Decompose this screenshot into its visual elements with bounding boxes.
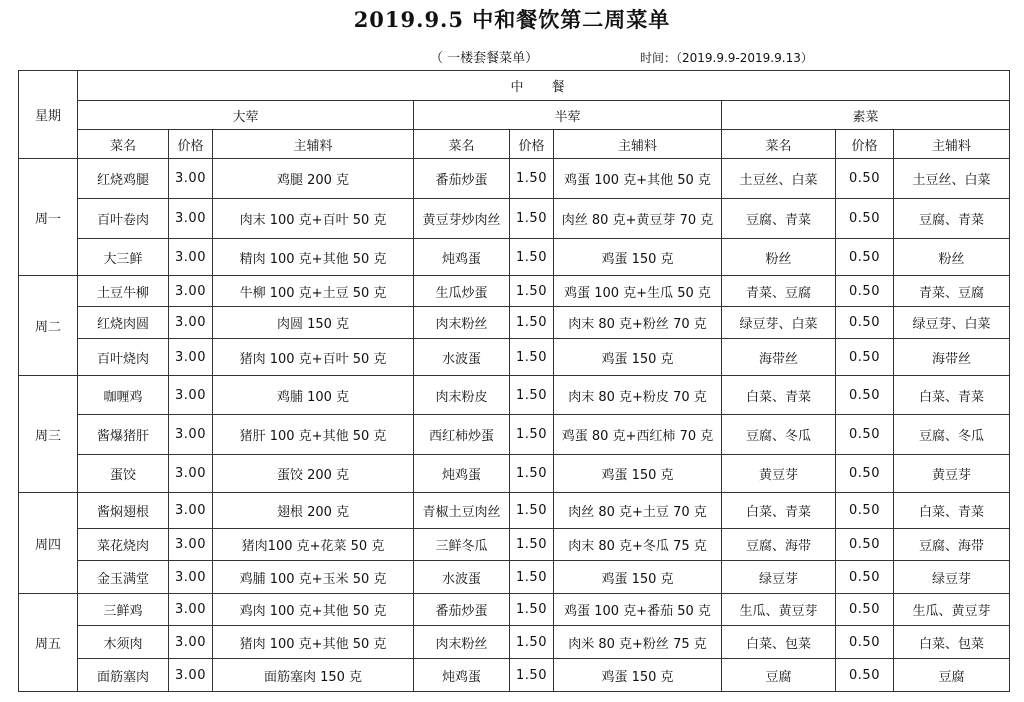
dish-ingredients: 豆腐、海带 [894, 529, 1010, 561]
dish-ingredients: 猪肉 100 克+其他 50 克 [213, 626, 414, 659]
dish-price: 1.50 [510, 626, 554, 659]
day-label: 周三 [19, 376, 78, 493]
dish-ingredients: 鸡蛋 150 克 [554, 561, 722, 594]
menu-period: 时间：（2019.9.9-2019.9.13） [640, 51, 813, 65]
dish-price: 1.50 [510, 307, 554, 339]
table-row [19, 455, 1010, 493]
dish-ingredients: 猪肝 100 克+其他 50 克 [213, 415, 414, 455]
dish-name: 生瓜、黄豆芽 [722, 594, 836, 626]
dish-ingredients: 肉米 80 克+粉丝 75 克 [554, 626, 722, 659]
dish-ingredients: 土豆丝、白菜 [894, 159, 1010, 199]
table-row [19, 159, 1010, 199]
dish-price: 0.50 [836, 307, 894, 339]
day-label: 周一 [19, 159, 78, 276]
dish-ingredients: 白菜、青菜 [894, 493, 1010, 529]
dish-price: 3.00 [169, 659, 213, 692]
dish-name: 绿豆芽、白菜 [722, 307, 836, 339]
dish-ingredients: 鸡脯 100 克+玉米 50 克 [213, 561, 414, 594]
dish-price: 1.50 [510, 493, 554, 529]
dish-name: 三鲜冬瓜 [414, 529, 510, 561]
dish-name: 红烧鸡腿 [78, 159, 169, 199]
group-header-vegetable: 素菜 [722, 101, 1010, 130]
dish-ingredients: 绿豆芽、白菜 [894, 307, 1010, 339]
dish-name: 酱焖翅根 [78, 493, 169, 529]
dish-price: 0.50 [836, 239, 894, 276]
dish-name: 豆腐、冬瓜 [722, 415, 836, 455]
dish-name: 咖喱鸡 [78, 376, 169, 415]
column-header: 价格 [836, 130, 894, 159]
dish-ingredients: 绿豆芽 [894, 561, 1010, 594]
dish-ingredients: 白菜、青菜 [894, 376, 1010, 415]
dish-price: 1.50 [510, 159, 554, 199]
dish-name: 红烧肉圆 [78, 307, 169, 339]
dish-price: 3.00 [169, 376, 213, 415]
column-header: 主辅料 [554, 130, 722, 159]
dish-ingredients: 鸡脯 100 克 [213, 376, 414, 415]
table-row [19, 239, 1010, 276]
dish-ingredients: 猪肉100 克+花菜 50 克 [213, 529, 414, 561]
dish-name: 西红柿炒蛋 [414, 415, 510, 455]
dish-ingredients: 海带丝 [894, 339, 1010, 376]
dish-ingredients: 鸡腿 200 克 [213, 159, 414, 199]
column-header: 菜名 [414, 130, 510, 159]
dish-price: 0.50 [836, 199, 894, 239]
dish-ingredients: 肉圆 150 克 [213, 307, 414, 339]
dish-ingredients: 蛋饺 200 克 [213, 455, 414, 493]
dish-name: 大三鲜 [78, 239, 169, 276]
dish-price: 3.00 [169, 493, 213, 529]
dish-price: 0.50 [836, 276, 894, 307]
table-row [19, 307, 1010, 339]
dish-ingredients: 鸡蛋 100 克+生瓜 50 克 [554, 276, 722, 307]
dish-price: 1.50 [510, 199, 554, 239]
dish-price: 0.50 [836, 415, 894, 455]
dish-price: 0.50 [836, 339, 894, 376]
dish-price: 3.00 [169, 159, 213, 199]
dish-ingredients: 鸡蛋 150 克 [554, 239, 722, 276]
dish-price: 3.00 [169, 199, 213, 239]
dish-price: 3.00 [169, 455, 213, 493]
dish-ingredients: 青菜、豆腐 [894, 276, 1010, 307]
dish-ingredients: 精肉 100 克+其他 50 克 [213, 239, 414, 276]
dish-price: 1.50 [510, 561, 554, 594]
dish-ingredients: 肉丝 80 克+土豆 70 克 [554, 493, 722, 529]
dish-name: 番茄炒蛋 [414, 159, 510, 199]
dish-price: 1.50 [510, 659, 554, 692]
dish-name: 土豆牛柳 [78, 276, 169, 307]
dish-name: 番茄炒蛋 [414, 594, 510, 626]
dish-ingredients: 豆腐 [894, 659, 1010, 692]
table-row [19, 276, 1010, 307]
dish-name: 黄豆芽 [722, 455, 836, 493]
dish-ingredients: 面筋塞肉 150 克 [213, 659, 414, 692]
dish-ingredients: 鸡蛋 150 克 [554, 659, 722, 692]
dish-price: 0.50 [836, 529, 894, 561]
table-row [19, 594, 1010, 626]
dish-ingredients: 牛柳 100 克+土豆 50 克 [213, 276, 414, 307]
dish-name: 三鲜鸡 [78, 594, 169, 626]
table-row [19, 199, 1010, 239]
dish-name: 豆腐、青菜 [722, 199, 836, 239]
day-label: 周五 [19, 594, 78, 692]
dish-name: 豆腐 [722, 659, 836, 692]
dish-ingredients: 粉丝 [894, 239, 1010, 276]
dish-ingredients: 肉末 80 克+粉丝 70 克 [554, 307, 722, 339]
dish-price: 3.00 [169, 276, 213, 307]
dish-name: 白菜、青菜 [722, 493, 836, 529]
dish-name: 蛋饺 [78, 455, 169, 493]
day-label: 周四 [19, 493, 78, 594]
dish-price: 1.50 [510, 276, 554, 307]
dish-name: 炖鸡蛋 [414, 239, 510, 276]
table-row [19, 626, 1010, 659]
column-header: 菜名 [78, 130, 169, 159]
dish-price: 0.50 [836, 493, 894, 529]
dish-ingredients: 鸡肉 100 克+其他 50 克 [213, 594, 414, 626]
dish-price: 0.50 [836, 455, 894, 493]
dish-name: 菜花烧肉 [78, 529, 169, 561]
dish-price: 1.50 [510, 415, 554, 455]
dish-name: 金玉满堂 [78, 561, 169, 594]
dish-ingredients: 鸡蛋 150 克 [554, 339, 722, 376]
meal-header: 中 餐 [78, 71, 1010, 101]
table-row [19, 659, 1010, 692]
dish-name: 青菜、豆腐 [722, 276, 836, 307]
column-header: 主辅料 [213, 130, 414, 159]
dish-name: 海带丝 [722, 339, 836, 376]
dish-name: 黄豆芽炒肉丝 [414, 199, 510, 239]
dish-name: 粉丝 [722, 239, 836, 276]
dish-price: 1.50 [510, 339, 554, 376]
dish-ingredients: 肉末 80 克+粉皮 70 克 [554, 376, 722, 415]
menu-table [18, 70, 1010, 692]
table-row [19, 561, 1010, 594]
dish-name: 生瓜炒蛋 [414, 276, 510, 307]
table-row [19, 339, 1010, 376]
dish-price: 1.50 [510, 239, 554, 276]
dish-ingredients: 肉丝 80 克+黄豆芽 70 克 [554, 199, 722, 239]
table-row [19, 376, 1010, 415]
dish-price: 0.50 [836, 376, 894, 415]
dish-name: 面筋塞肉 [78, 659, 169, 692]
dish-price: 1.50 [510, 529, 554, 561]
table-row [19, 529, 1010, 561]
dish-name: 豆腐、海带 [722, 529, 836, 561]
dish-name: 炖鸡蛋 [414, 659, 510, 692]
dish-ingredients: 鸡蛋 100 克+番茄 50 克 [554, 594, 722, 626]
dish-price: 3.00 [169, 529, 213, 561]
dish-ingredients: 猪肉 100 克+百叶 50 克 [213, 339, 414, 376]
dish-ingredients: 黄豆芽 [894, 455, 1010, 493]
day-label: 周二 [19, 276, 78, 376]
dish-ingredients: 肉末 80 克+冬瓜 75 克 [554, 529, 722, 561]
dish-name: 水波蛋 [414, 561, 510, 594]
table-row [19, 493, 1010, 529]
dish-price: 0.50 [836, 626, 894, 659]
dish-price: 0.50 [836, 659, 894, 692]
dish-ingredients: 肉末 100 克+百叶 50 克 [213, 199, 414, 239]
column-header: 菜名 [722, 130, 836, 159]
dish-ingredients: 生瓜、黄豆芽 [894, 594, 1010, 626]
dish-price: 1.50 [510, 376, 554, 415]
dish-ingredients: 翅根 200 克 [213, 493, 414, 529]
dish-price: 3.00 [169, 626, 213, 659]
dish-price: 3.00 [169, 594, 213, 626]
menu-subtitle: （ 一楼套餐菜单） [430, 51, 539, 66]
dish-price: 3.00 [169, 339, 213, 376]
dish-price: 0.50 [836, 561, 894, 594]
dish-name: 肉末粉丝 [414, 307, 510, 339]
dish-ingredients: 豆腐、青菜 [894, 199, 1010, 239]
dish-price: 0.50 [836, 159, 894, 199]
dish-name: 青椒土豆肉丝 [414, 493, 510, 529]
dish-price: 1.50 [510, 594, 554, 626]
dish-price: 3.00 [169, 307, 213, 339]
dish-name: 白菜、包菜 [722, 626, 836, 659]
page-title: 2019.9.5 中和餐饮第二周菜单 [353, 7, 671, 32]
dish-name: 肉末粉皮 [414, 376, 510, 415]
dish-price: 0.50 [836, 594, 894, 626]
dish-price: 1.50 [510, 455, 554, 493]
column-header: 价格 [510, 130, 554, 159]
dish-name: 白菜、青菜 [722, 376, 836, 415]
dish-ingredients: 白菜、包菜 [894, 626, 1010, 659]
group-header-meat: 大荤 [78, 101, 414, 130]
dish-name: 酱爆猪肝 [78, 415, 169, 455]
dish-name: 百叶卷肉 [78, 199, 169, 239]
dish-ingredients: 鸡蛋 80 克+西红柿 70 克 [554, 415, 722, 455]
dish-ingredients: 鸡蛋 150 克 [554, 455, 722, 493]
dish-ingredients: 豆腐、冬瓜 [894, 415, 1010, 455]
group-header-half-meat: 半荤 [414, 101, 722, 130]
dish-name: 炖鸡蛋 [414, 455, 510, 493]
dish-name: 土豆丝、白菜 [722, 159, 836, 199]
dish-price: 3.00 [169, 561, 213, 594]
dish-name: 木须肉 [78, 626, 169, 659]
column-header: 价格 [169, 130, 213, 159]
day-header: 星期 [19, 71, 78, 159]
dish-name: 肉末粉丝 [414, 626, 510, 659]
dish-ingredients: 鸡蛋 100 克+其他 50 克 [554, 159, 722, 199]
table-row [19, 415, 1010, 455]
dish-price: 3.00 [169, 239, 213, 276]
dish-name: 绿豆芽 [722, 561, 836, 594]
column-header: 主辅料 [894, 130, 1010, 159]
dish-name: 水波蛋 [414, 339, 510, 376]
dish-name: 百叶烧肉 [78, 339, 169, 376]
dish-price: 3.00 [169, 415, 213, 455]
